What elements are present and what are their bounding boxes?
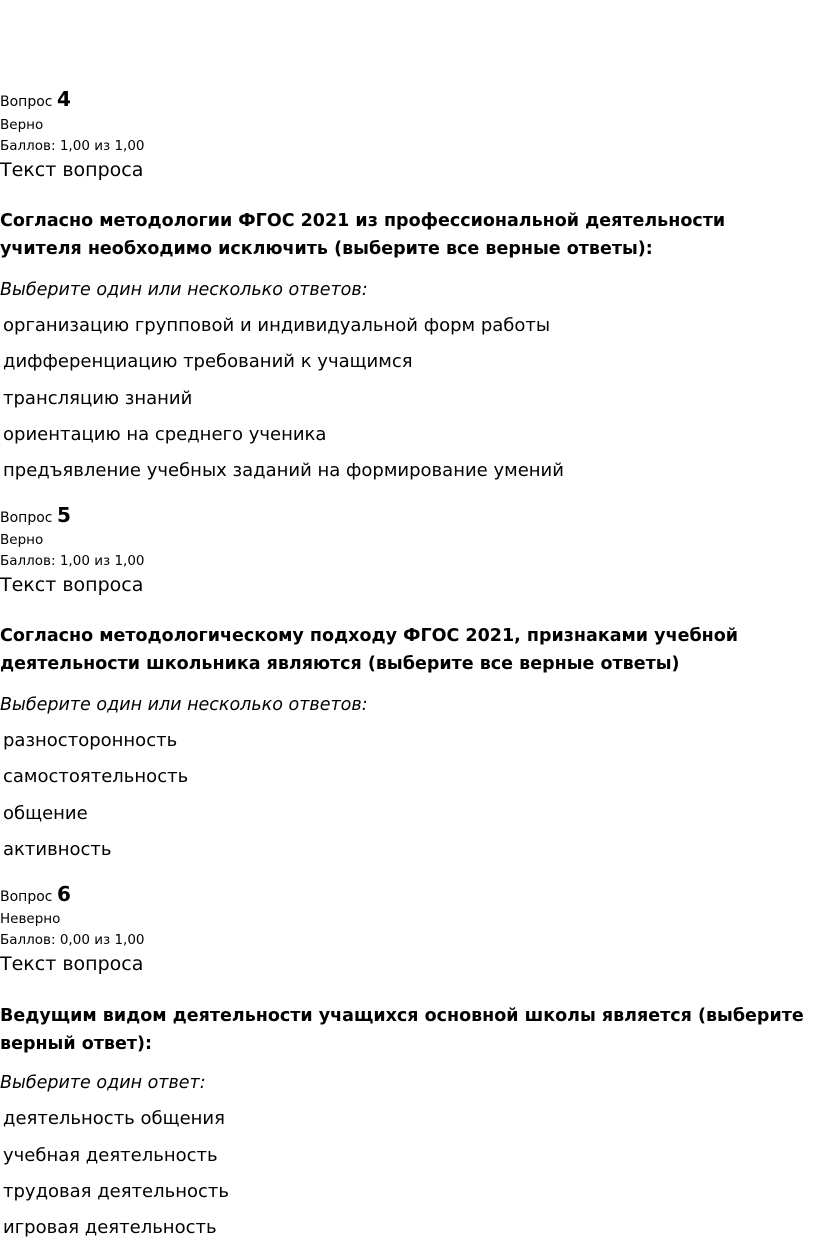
answer-option[interactable]: самостоятельность: [3, 766, 189, 787]
answer-option[interactable]: разносторонность: [3, 730, 178, 751]
answer-option[interactable]: деятельность общения: [3, 1108, 225, 1129]
question-score: Баллов: 1,00 из 1,00: [0, 553, 145, 569]
answer-instruction: Выберите один ответ:: [0, 1073, 206, 1093]
question-status: Неверно: [0, 911, 61, 927]
answer-option[interactable]: общение: [3, 803, 88, 824]
answer-option[interactable]: игровая деятельность: [3, 1217, 217, 1238]
question-header: [0, 505, 71, 528]
question-status: Верно: [0, 532, 44, 548]
question-score: Баллов: 1,00 из 1,00: [0, 138, 145, 154]
question-number: 5: [56, 503, 71, 527]
question-text-label: Текст вопроса: [0, 159, 144, 181]
question-text-label: Текст вопроса: [0, 574, 144, 596]
answer-option[interactable]: активность: [3, 839, 112, 860]
question-prompt: Ведущим видом деятельности учащихся основной школы является (выберите верный ответ):: [0, 1006, 804, 1054]
answer-instruction: Выберите один или несколько ответов:: [0, 280, 368, 300]
question-score: Баллов: 0,00 из 1,00: [0, 932, 145, 948]
question-number: 6: [56, 882, 71, 906]
question-status: Верно: [0, 117, 44, 133]
answer-instruction: Выберите один или несколько ответов:: [0, 695, 368, 715]
answer-option[interactable]: предъявление учебных заданий на формирование умений: [3, 460, 564, 481]
answer-option[interactable]: учебная деятельность: [3, 1145, 218, 1166]
question-header: [0, 884, 71, 907]
answer-option[interactable]: трудовая деятельность: [3, 1181, 230, 1202]
answer-option[interactable]: организацию групповой и индивидуальной форм работы: [3, 315, 551, 336]
answer-option[interactable]: дифференциацию требований к учащимся: [3, 351, 413, 372]
question-prompt: Согласно методологии ФГОС 2021 из профессиональной деятельности учителя необходимо исключить (выберите все верные ответы):: [0, 211, 726, 259]
question-label: Вопрос: [0, 510, 53, 526]
answer-option[interactable]: ориентацию на среднего ученика: [3, 424, 327, 445]
question-number: 4: [56, 87, 71, 111]
question-prompt: Согласно методологическому подходу ФГОС 2021, признаками учебной деятельности школьника являются (выберите все верные ответы): [0, 626, 739, 674]
question-text-label: Текст вопроса: [0, 953, 144, 975]
question-label: Вопрос: [0, 889, 53, 905]
question-header: [0, 89, 71, 112]
question-label: Вопрос: [0, 94, 53, 110]
answer-option[interactable]: трансляцию знаний: [3, 388, 193, 409]
